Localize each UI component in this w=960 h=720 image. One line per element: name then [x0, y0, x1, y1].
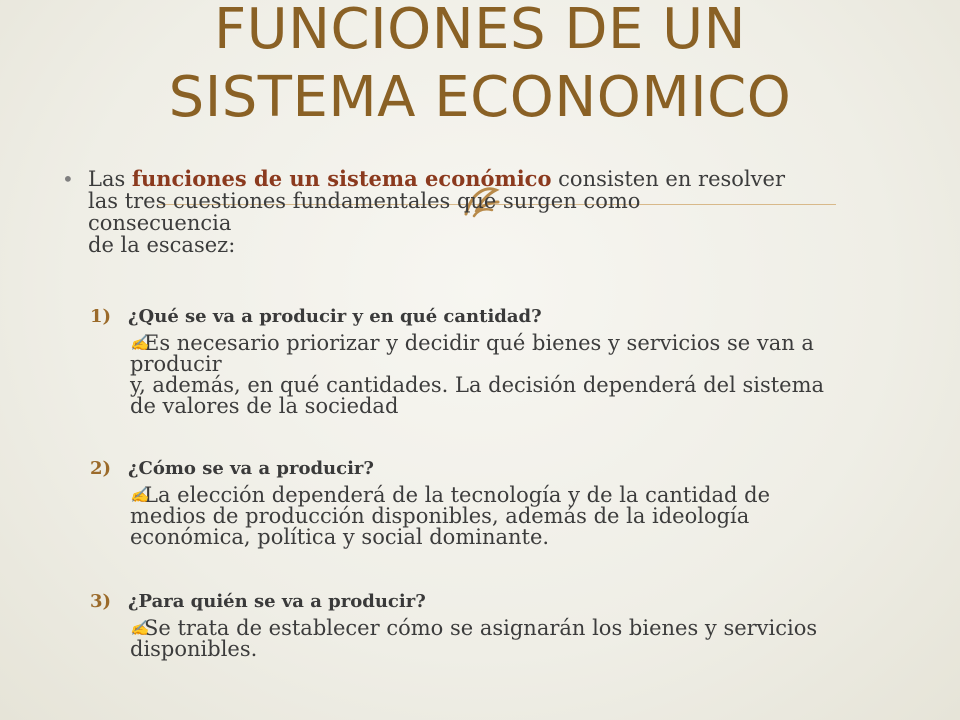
intro-line3: consecuencia: [88, 211, 232, 235]
answer-line: de valores de la sociedad: [130, 394, 399, 418]
intro-line1-rest: consisten en resolver: [551, 167, 785, 191]
answer-line: económica, política y social dominante.: [130, 525, 550, 549]
answer-line: producir: [130, 352, 222, 376]
answer-line: Es necesario priorizar y decidir qué bienes y servicios se van a: [144, 331, 814, 355]
sub-bullet-icon: ✍: [130, 486, 149, 504]
intro-lead: Las: [88, 167, 132, 191]
intro-paragraph: [62, 168, 902, 256]
item-number: 3): [90, 591, 112, 612]
intro-line4: de la escasez:: [88, 233, 236, 257]
bullet-icon: •: [62, 167, 74, 191]
item-question: ¿Para quién se va a producir?: [128, 591, 426, 612]
item-answer: [130, 618, 900, 660]
item-question: ¿Qué se va a producir y en qué cantidad?: [128, 306, 542, 327]
answer-line: La elección dependerá de la tecnología y de la cantidad de: [144, 483, 771, 507]
answer-line: disponibles.: [130, 637, 258, 661]
title-line-1: FUNCIONES DE UN: [213, 0, 747, 62]
answer-line: medios de producción disponibles, además de la ideología: [130, 504, 750, 528]
item-number: 1): [90, 306, 112, 327]
answer-line: y, además, en qué cantidades. La decisión dependerá del sistema: [130, 373, 825, 397]
slide-title: [0, 0, 960, 132]
intro-highlight: funciones de un sistema económico: [131, 166, 552, 191]
item-number: 2): [90, 458, 112, 479]
sub-bullet-icon: ✍: [130, 619, 149, 637]
item-question: ¿Cómo se va a producir?: [128, 458, 374, 479]
answer-line: Se trata de establecer cómo se asignarán los bienes y servicios: [144, 616, 818, 640]
item-answer: [130, 485, 900, 548]
item-answer: [130, 333, 900, 417]
title-line-2: SISTEMA ECONOMICO: [168, 65, 792, 130]
intro-line2: las tres cuestiones fundamentales que surgen como: [88, 189, 641, 213]
intro-text: [88, 168, 902, 256]
sub-bullet-icon: ✍: [130, 334, 149, 352]
